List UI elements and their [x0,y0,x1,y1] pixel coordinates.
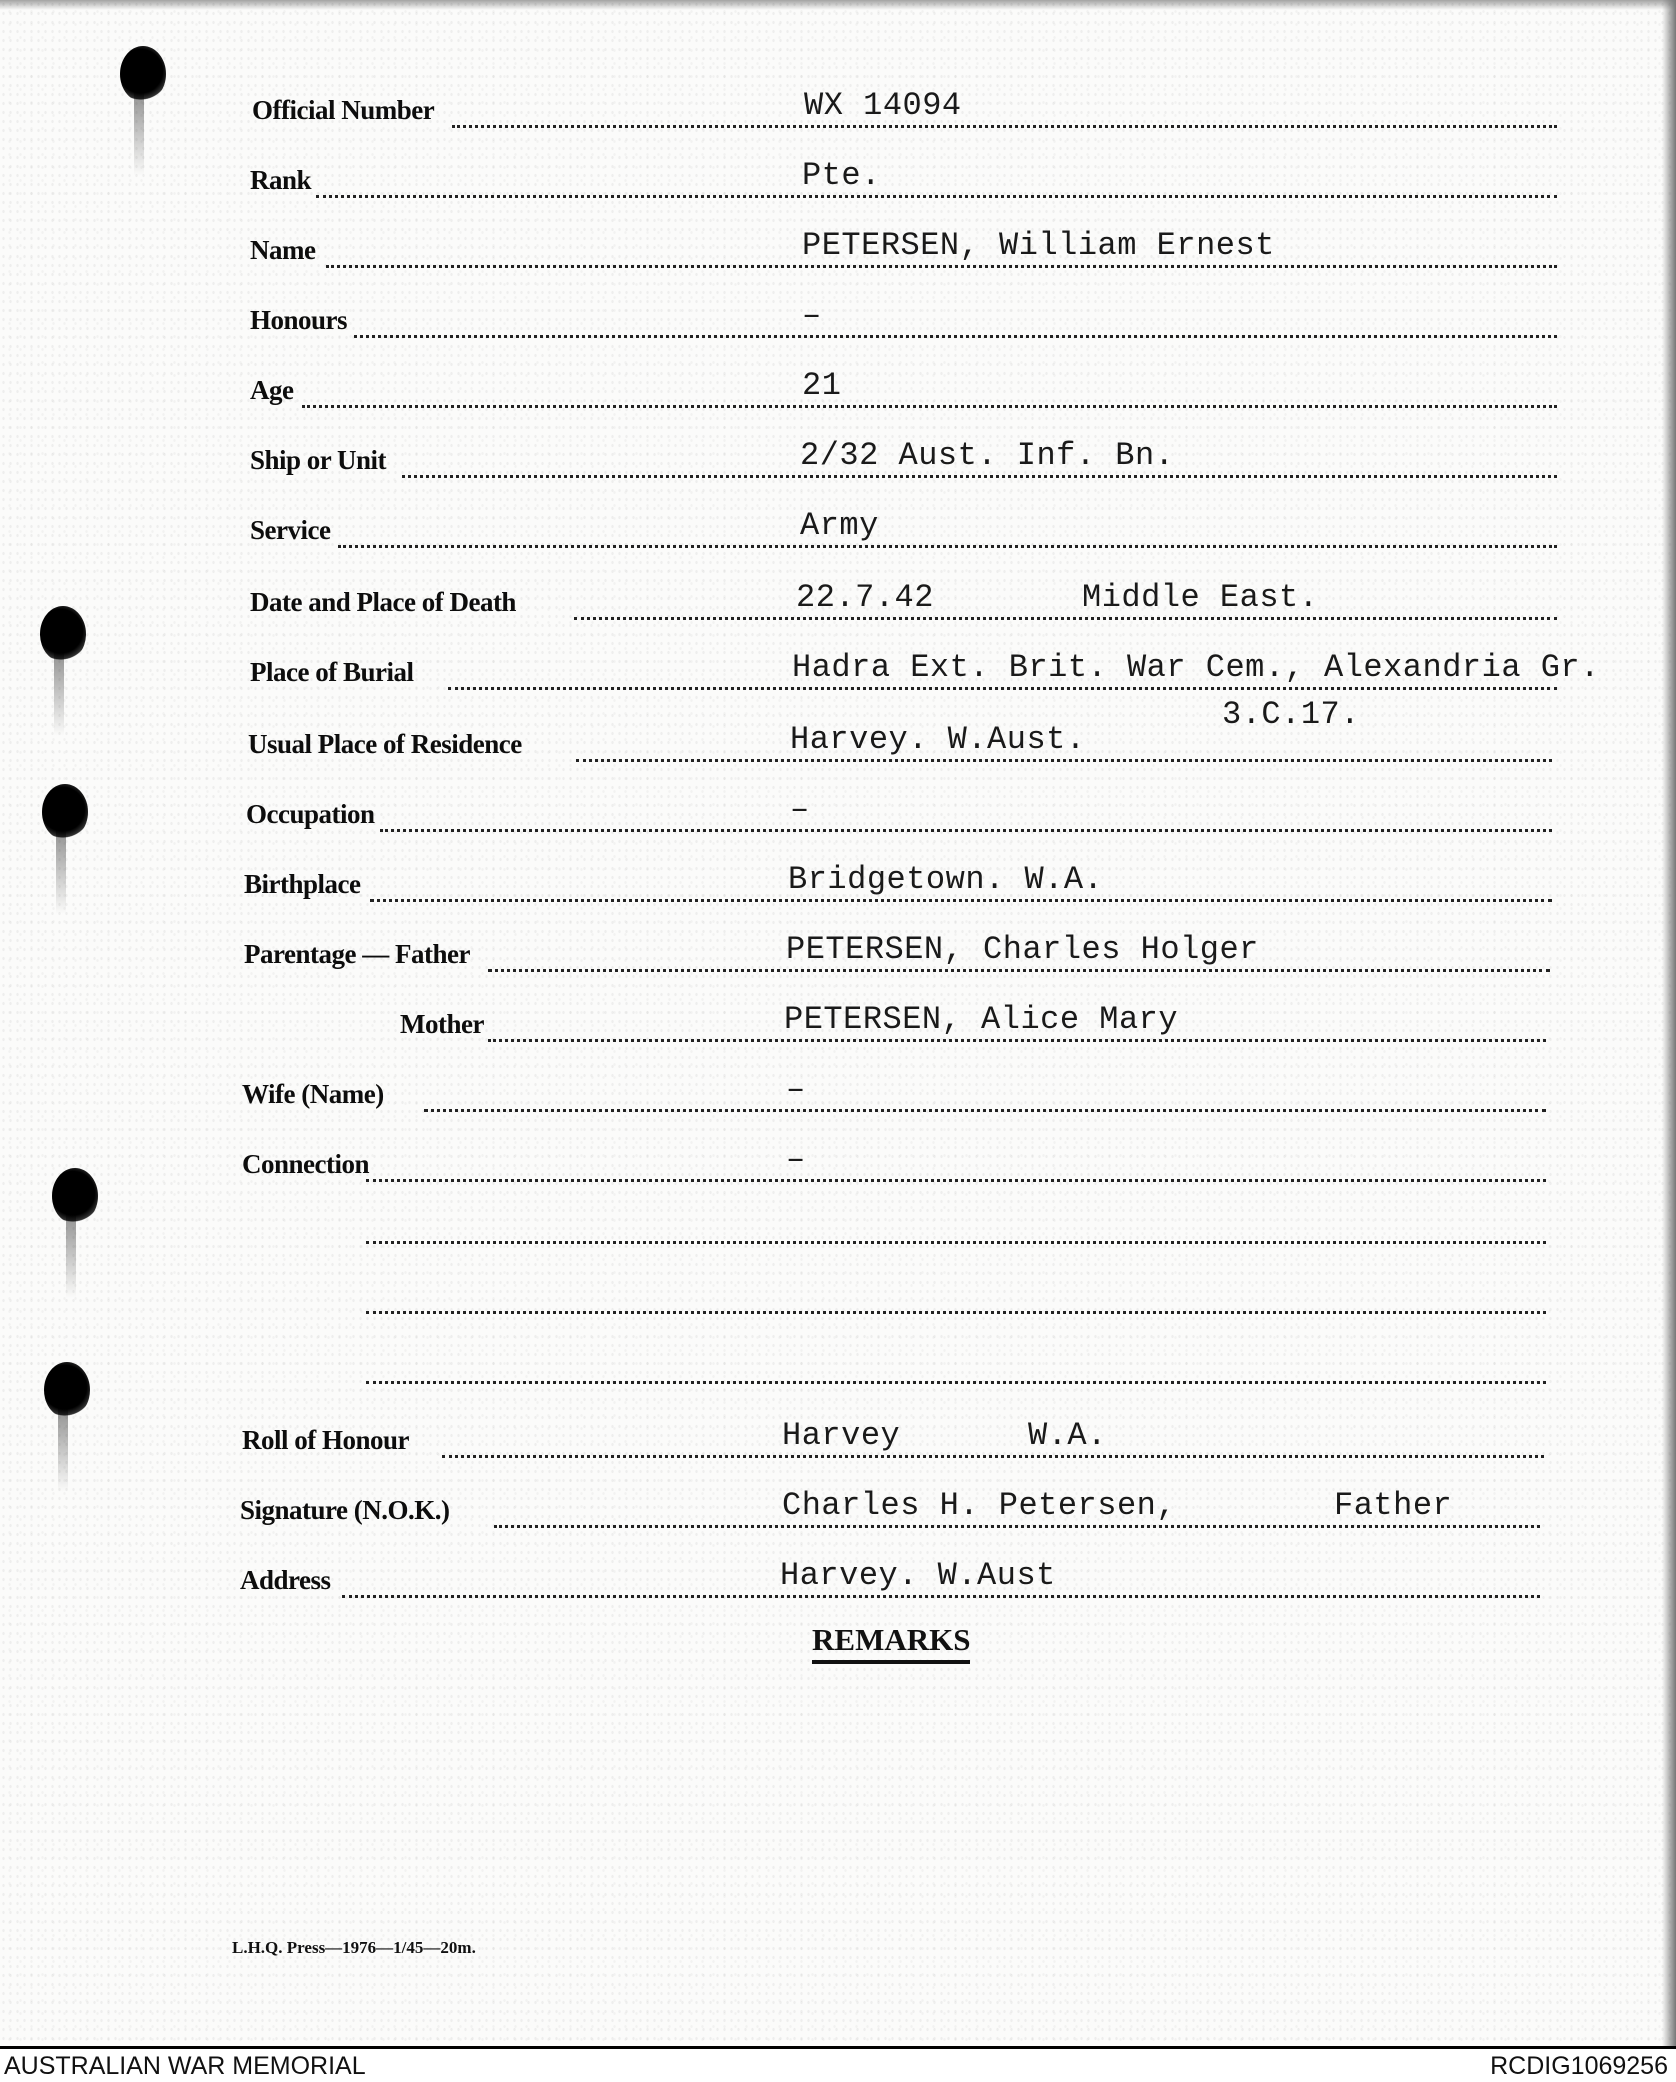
field-label: Address [240,1565,331,1595]
dotted-line [338,545,1557,548]
field-value: Harvey [782,1417,901,1454]
dotted-line [366,1179,1546,1182]
dotted-line [302,405,1557,408]
field-label: Place of Burial [250,657,414,687]
dotted-line [366,1241,1546,1244]
field-occupation [0,791,1676,836]
dotted-line [326,265,1557,268]
field-value: Bridgetown. W.A. [788,861,1104,898]
field-age [0,367,1676,412]
field-value: Army [800,507,879,544]
field-label: Age [250,375,294,405]
field-label: Honours [250,305,348,335]
field-label: Official Number [252,95,435,125]
nok-relation: Father [1334,1487,1453,1524]
dotted-line [366,1381,1546,1384]
footer-archive-name: AUSTRALIAN WAR MEMORIAL [4,2052,366,2080]
field-label: Rank [250,165,312,195]
field-parentage-father [0,931,1676,976]
field-value: – [790,791,810,828]
field-label: Wife (Name) [242,1079,384,1109]
field-label: Connection [242,1149,370,1179]
dotted-line [494,1525,1540,1528]
dotted-line [402,475,1557,478]
field-value: PETERSEN, Charles Holger [786,931,1259,968]
field-value: WX 14094 [804,87,962,124]
field-wife [0,1071,1676,1116]
field-honours [0,297,1676,342]
field-service [0,507,1676,552]
scan-edge-top [0,0,1676,10]
blank-line [0,1208,1676,1248]
field-value: Hadra Ext. Brit. War Cem., Alexandria Gr. [792,649,1600,686]
printer-imprint: L.H.Q. Press—1976—1/45—20m. [232,1938,476,1957]
field-connection [0,1141,1676,1186]
field-rank [0,157,1676,202]
field-value: – [802,297,822,334]
dotted-line [424,1109,1546,1112]
field-roll-of-honour [0,1417,1676,1462]
field-label: Service [250,515,331,545]
field-birthplace [0,861,1676,906]
field-name [0,227,1676,272]
dotted-line [342,1595,1540,1598]
field-signature-nok [0,1487,1676,1532]
field-value: Pte. [802,157,881,194]
footer-record-id: RCDIG1069256 [1490,2052,1668,2080]
dotted-line [574,617,1557,620]
dotted-line [452,125,1557,128]
field-label: Date and Place of Death [250,587,516,617]
field-value-state: W.A. [1028,1417,1107,1454]
field-label: Occupation [246,799,375,829]
field-official-number [0,87,1676,132]
field-label: Signature (N.O.K.) [240,1495,450,1525]
remarks-heading: REMARKS [812,1622,970,1664]
field-label: Mother [400,1009,484,1039]
field-place-of-burial [0,649,1676,694]
field-value: – [786,1071,806,1108]
field-ship-or-unit [0,437,1676,482]
field-usual-residence [0,721,1676,766]
dotted-line [488,969,1550,972]
dotted-line [316,195,1557,198]
field-address [0,1557,1676,1602]
dotted-line [448,687,1557,690]
field-value: 2/32 Aust. Inf. Bn. [800,437,1175,474]
dotted-line [380,829,1552,832]
dotted-line [488,1039,1546,1042]
field-parentage-mother [0,1001,1676,1046]
field-label: Usual Place of Residence [248,729,522,759]
dotted-line [354,335,1557,338]
dotted-line [366,1311,1546,1314]
field-label: Birthplace [244,869,361,899]
burial-grave-ref: 3.C.17. [1222,696,1360,733]
blank-line [0,1348,1676,1388]
field-label: Ship or Unit [250,445,387,475]
field-value: Harvey. W.Aust [780,1557,1056,1594]
death-date: 22.7.42 [796,579,934,616]
dotted-line [576,759,1552,762]
dotted-line [370,899,1552,902]
death-place: Middle East. [1082,579,1319,616]
blank-line [0,1278,1676,1318]
field-label: Roll of Honour [242,1425,410,1455]
field-value: 21 [802,367,842,404]
field-value: – [786,1141,806,1178]
field-value: PETERSEN, Alice Mary [784,1001,1179,1038]
footer-divider [0,2046,1676,2049]
nok-signature: Charles H. Petersen, [782,1487,1177,1524]
field-label: Parentage — Father [244,939,470,969]
field-date-place-of-death [0,579,1676,624]
field-value: Harvey. W.Aust. [790,721,1086,758]
field-value: PETERSEN, William Ernest [802,227,1275,264]
dotted-line [442,1455,1544,1458]
field-label: Name [250,235,316,265]
